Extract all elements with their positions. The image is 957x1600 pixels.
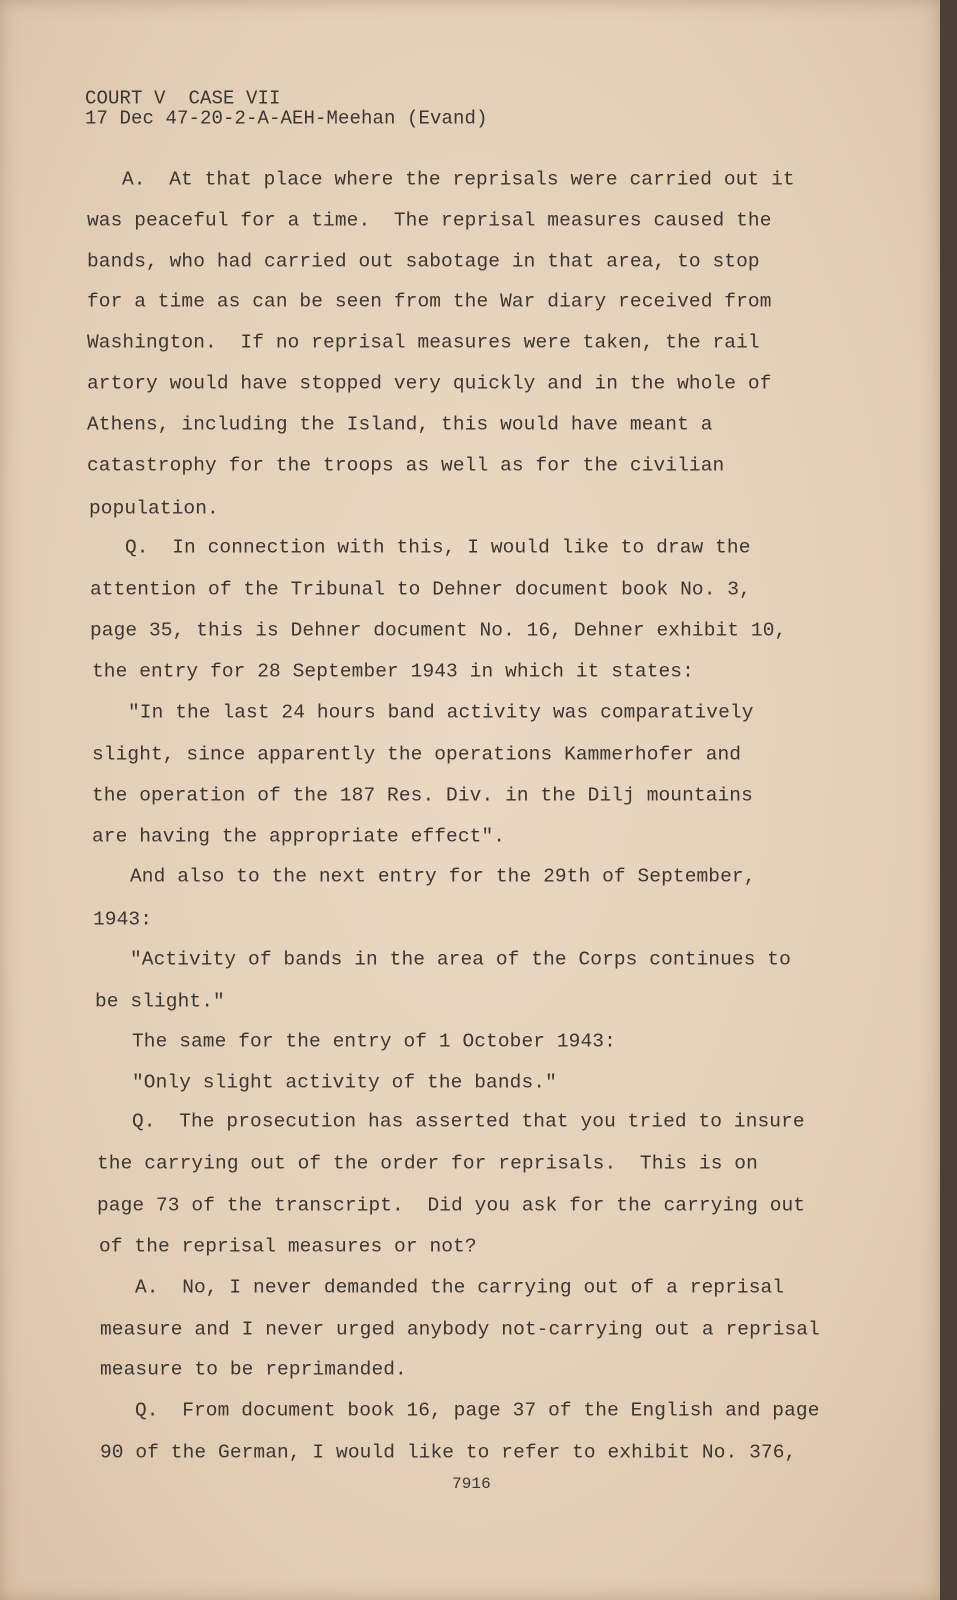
- text-line: catastrophy for the troops as well as for the civilian: [87, 454, 725, 477]
- text-line: population.: [89, 497, 219, 520]
- text-line: "Only slight activity of the bands.": [132, 1071, 557, 1094]
- text-line: The same for the entry of 1 October 1943:: [132, 1030, 616, 1053]
- text-line: artory would have stopped very quickly and in the whole of: [87, 372, 772, 395]
- text-line: "In the last 24 hours band activity was comparatively: [128, 701, 754, 724]
- text-line: slight, since apparently the operations Kammerhofer and: [92, 743, 742, 766]
- text-line: be slight.": [95, 990, 225, 1013]
- header-date-reference: 17 Dec 47-20-2-A-AEH-Meehan (Evand): [85, 107, 488, 130]
- text-line: Q. In connection with this, I would like to draw the: [125, 536, 751, 559]
- text-line: are having the appropriate effect".: [92, 825, 506, 848]
- page-number: 7916: [452, 1475, 491, 1493]
- text-line: Q. From document book 16, page 37 of the English and page: [135, 1399, 820, 1422]
- header-court-case: COURT V CASE VII: [85, 87, 281, 110]
- text-line: "Activity of bands in the area of the Corps continues to: [130, 948, 791, 971]
- text-line: the entry for 28 September 1943 in which it states:: [92, 660, 694, 683]
- text-line: was peaceful for a time. The reprisal measures caused the: [87, 209, 772, 232]
- text-line: the operation of the 187 Res. Div. in the Dilj mountains: [92, 784, 753, 807]
- text-line: Athens, including the Island, this would have meant a: [87, 413, 713, 436]
- text-line: A. No, I never demanded the carrying out of a reprisal: [135, 1276, 785, 1299]
- text-line: Q. The prosecution has asserted that you tried to insure: [132, 1110, 805, 1133]
- text-line: page 35, this is Dehner document No. 16, Dehner exhibit 10,: [90, 619, 787, 642]
- text-line: A. At that place where the reprisals were carried out it: [122, 168, 795, 191]
- text-line: the carrying out of the order for reprisals. This is on: [97, 1152, 758, 1175]
- text-line: for a time as can be seen from the War diary received from: [87, 290, 772, 313]
- text-line: And also to the next entry for the 29th of September,: [130, 865, 756, 888]
- text-line: page 73 of the transcript. Did you ask for the carrying out: [97, 1194, 806, 1217]
- text-line: Washington. If no reprisal measures were taken, the rail: [87, 331, 760, 354]
- text-line: attention of the Tribunal to Dehner document book No. 3,: [90, 578, 751, 601]
- text-line: 1943:: [93, 908, 153, 931]
- text-line: measure to be reprimanded.: [100, 1358, 407, 1381]
- text-line: measure and I never urged anybody not-carrying out a reprisal: [100, 1318, 820, 1341]
- text-line: of the reprisal measures or not?: [99, 1235, 477, 1258]
- text-line: bands, who had carried out sabotage in that area, to stop: [87, 250, 760, 273]
- text-line: 90 of the German, I would like to refer to exhibit No. 376,: [100, 1441, 797, 1464]
